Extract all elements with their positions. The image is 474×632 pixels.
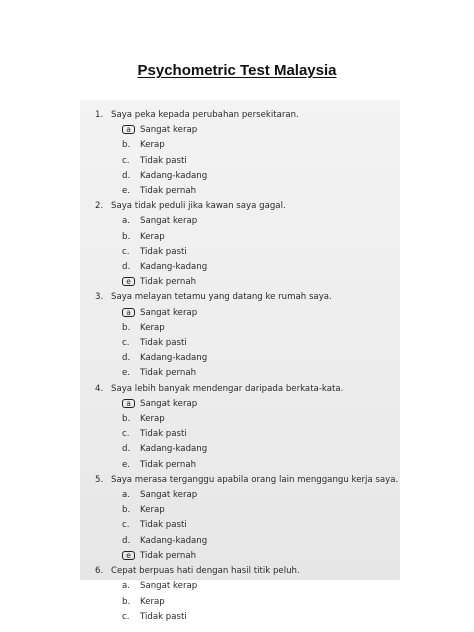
option-text: Tidak pernah	[140, 186, 197, 197]
option-text: Sangat kerap	[140, 307, 198, 318]
option-text: Tidak pasti	[140, 338, 187, 349]
option-letter: b.	[122, 140, 131, 151]
option-text: Kadang-kadang	[140, 170, 208, 181]
answer-option[interactable]	[95, 154, 395, 169]
option-letter: a.	[122, 490, 130, 501]
answer-option[interactable]	[95, 518, 395, 533]
answer-option[interactable]	[95, 245, 395, 260]
selected-option-letter: e	[122, 277, 135, 286]
answer-option[interactable]	[95, 534, 395, 549]
question-number: 1.	[95, 110, 104, 120]
option-text: Tidak pernah	[140, 459, 197, 470]
answer-option[interactable]	[95, 260, 395, 275]
answer-option[interactable]	[95, 336, 395, 351]
option-text: Kerap	[140, 596, 165, 607]
option-letter: d.	[122, 170, 131, 181]
answer-option[interactable]	[95, 321, 395, 336]
option-letter: c.	[122, 611, 130, 622]
answer-option[interactable]	[95, 169, 395, 184]
answer-option[interactable]	[95, 503, 395, 518]
option-text: Tidak pernah	[140, 550, 197, 561]
question-1	[95, 108, 395, 123]
option-text: Tidak pasti	[140, 429, 187, 440]
option-text: Sangat kerap	[140, 125, 198, 136]
option-text: Kerap	[140, 231, 165, 242]
option-text: Sangat kerap	[140, 581, 198, 592]
option-text: Kadang-kadang	[140, 353, 208, 364]
question-number: 4.	[95, 383, 104, 394]
option-text: Kerap	[140, 505, 165, 516]
question-text: Saya lebih banyak mendengar daripada berkata-kata.	[111, 383, 344, 394]
question-text: Saya merasa terganggu apabila orang lain menggangu kerja saya.	[111, 474, 399, 485]
option-text: Tidak pasti	[140, 611, 187, 622]
question-number: 3.	[95, 292, 104, 303]
selected-option-letter: a	[122, 308, 135, 317]
option-text: Tidak pasti	[140, 520, 187, 531]
answer-option[interactable]	[95, 412, 395, 427]
option-letter: d.	[122, 353, 131, 364]
option-text: Kadang-kadang	[140, 535, 208, 546]
option-letter: b.	[122, 414, 131, 425]
option-text: Kadang-kadang	[140, 262, 208, 273]
answer-option[interactable]	[95, 230, 395, 245]
question-text: Saya tidak peduli jika kawan saya gagal.	[111, 201, 286, 212]
answer-option[interactable]	[95, 549, 395, 564]
option-letter: c.	[122, 338, 130, 349]
option-letter: a.	[122, 581, 130, 592]
question-text: Saya melayan tetamu yang datang ke rumah saya.	[111, 292, 332, 303]
option-letter: e.	[122, 186, 131, 197]
answer-option[interactable]	[95, 579, 395, 594]
option-text: Tidak pernah	[140, 368, 197, 379]
selected-option-letter: a	[122, 125, 135, 134]
option-text: Sangat kerap	[140, 490, 198, 501]
question-5	[95, 473, 399, 488]
page-title-text: Psychometric Test Malaysia	[137, 62, 337, 79]
answer-option[interactable]	[95, 138, 395, 153]
option-letter: e.	[122, 368, 131, 379]
answer-option[interactable]	[95, 488, 395, 503]
option-letter: c.	[122, 520, 130, 531]
answer-option[interactable]	[95, 427, 395, 442]
option-letter: d.	[122, 444, 131, 455]
answer-option[interactable]	[95, 214, 395, 229]
option-letter: e.	[122, 459, 131, 470]
answer-option[interactable]	[95, 366, 395, 381]
question-text: Saya peka kepada perubahan persekitaran.	[111, 110, 299, 120]
answer-option[interactable]	[95, 397, 395, 412]
option-text: Kerap	[140, 140, 165, 151]
question-text: Cepat berpuas hati dengan hasil titik peluh.	[111, 566, 300, 577]
answer-option[interactable]	[95, 184, 395, 199]
option-letter: b.	[122, 596, 131, 607]
question-number: 5.	[95, 474, 104, 485]
answer-option[interactable]	[95, 610, 395, 625]
option-text: Tidak pasti	[140, 155, 187, 166]
answer-option[interactable]	[95, 275, 395, 290]
option-letter: c.	[122, 429, 130, 440]
answer-option[interactable]	[95, 458, 395, 473]
option-letter: d.	[122, 262, 131, 273]
question-6	[95, 564, 395, 579]
option-text: Kadang-kadang	[140, 444, 208, 455]
selected-option-letter: a	[122, 399, 135, 408]
question-4	[95, 382, 395, 397]
answer-option[interactable]	[95, 442, 395, 457]
answer-option[interactable]	[95, 595, 395, 610]
question-number: 6.	[95, 566, 104, 577]
answer-option[interactable]	[95, 351, 395, 366]
option-letter: b.	[122, 231, 131, 242]
option-letter: c.	[122, 246, 130, 257]
question-3	[95, 290, 395, 305]
question-list	[95, 108, 399, 625]
option-text: Tidak pernah	[140, 277, 197, 288]
option-text: Kerap	[140, 322, 165, 333]
option-letter: c.	[122, 155, 130, 166]
question-number: 2.	[95, 201, 104, 212]
option-letter: b.	[122, 505, 131, 516]
option-text: Sangat kerap	[140, 398, 198, 409]
option-text: Kerap	[140, 414, 165, 425]
selected-option-letter: e	[122, 551, 135, 560]
option-letter: d.	[122, 535, 131, 546]
option-letter: b.	[122, 322, 131, 333]
option-letter: a.	[122, 216, 130, 227]
question-2	[95, 199, 395, 214]
option-text: Sangat kerap	[140, 216, 198, 227]
answer-option[interactable]	[95, 123, 395, 138]
page-title	[0, 62, 474, 79]
answer-option[interactable]	[95, 306, 395, 321]
option-text: Tidak pasti	[140, 246, 187, 257]
